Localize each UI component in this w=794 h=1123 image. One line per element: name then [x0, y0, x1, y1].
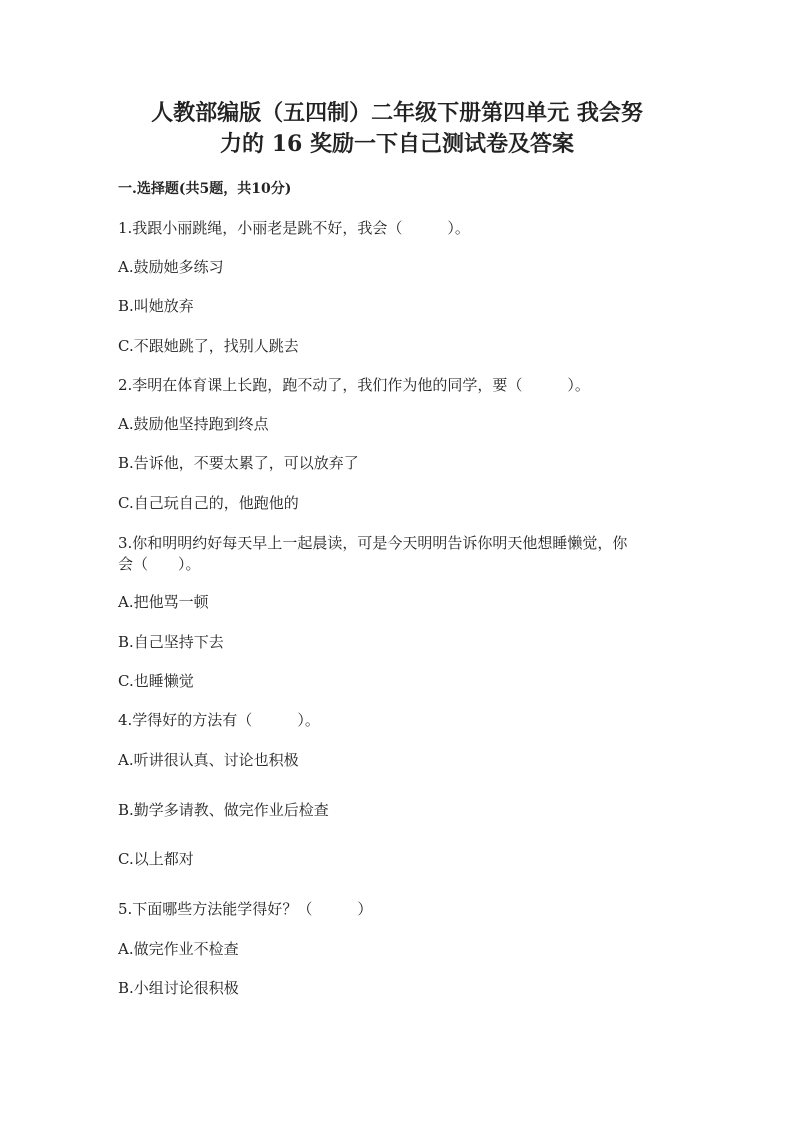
question-4: 4.学得好的方法有（ ）。	[118, 711, 320, 729]
question-3-line-1: 3.你和明明约好每天早上一起晨读，可是今天明明告诉你明天他想睡懒觉，你	[118, 534, 628, 552]
question-4-option-b: B.勤学多请教、做完作业后检查	[118, 801, 329, 819]
question-2: 2.李明在体育课上长跑，跑不动了，我们作为他的同学，要（ ）。	[118, 376, 590, 394]
question-3-option-a: A.把他骂一顿	[118, 593, 209, 611]
question-5-option-a: A.做完作业不检查	[118, 940, 239, 958]
question-2-option-c: C.自己玩自己的，他跑他的	[118, 494, 299, 512]
question-5-option-b: B.小组讨论很积极	[118, 979, 239, 997]
question-1-option-c: C.不跟她跳了，找别人跳去	[118, 337, 299, 355]
question-1: 1.我跟小丽跳绳，小丽老是跳不好，我会（ ）。	[118, 219, 470, 237]
question-4-option-c: C.以上都对	[118, 850, 194, 868]
question-1-option-b: B.叫她放弃	[118, 297, 194, 315]
question-2-option-b: B.告诉他，不要太累了，可以放弃了	[118, 454, 359, 472]
question-3-line-2: 会（ ）。	[118, 555, 201, 573]
question-3-option-c: C.也睡懒觉	[118, 672, 194, 690]
question-1-option-a: A.鼓励她多练习	[118, 258, 224, 276]
document-title-line-1: 人教部编版（五四制）二年级下册第四单元 我会努	[151, 100, 643, 126]
question-3-option-b: B.自己坚持下去	[118, 633, 224, 651]
question-4-option-a: A.听讲很认真、讨论也积极	[118, 751, 299, 769]
question-5: 5.下面哪些方法能学得好？（ ）	[118, 900, 373, 918]
document-title-line-2: 力的 16 奖励一下自己测试卷及答案	[220, 131, 574, 157]
section-heading: 一.选择题(共5题，共10分)	[118, 181, 292, 197]
question-2-option-a: A.鼓励他坚持跑到终点	[118, 415, 269, 433]
